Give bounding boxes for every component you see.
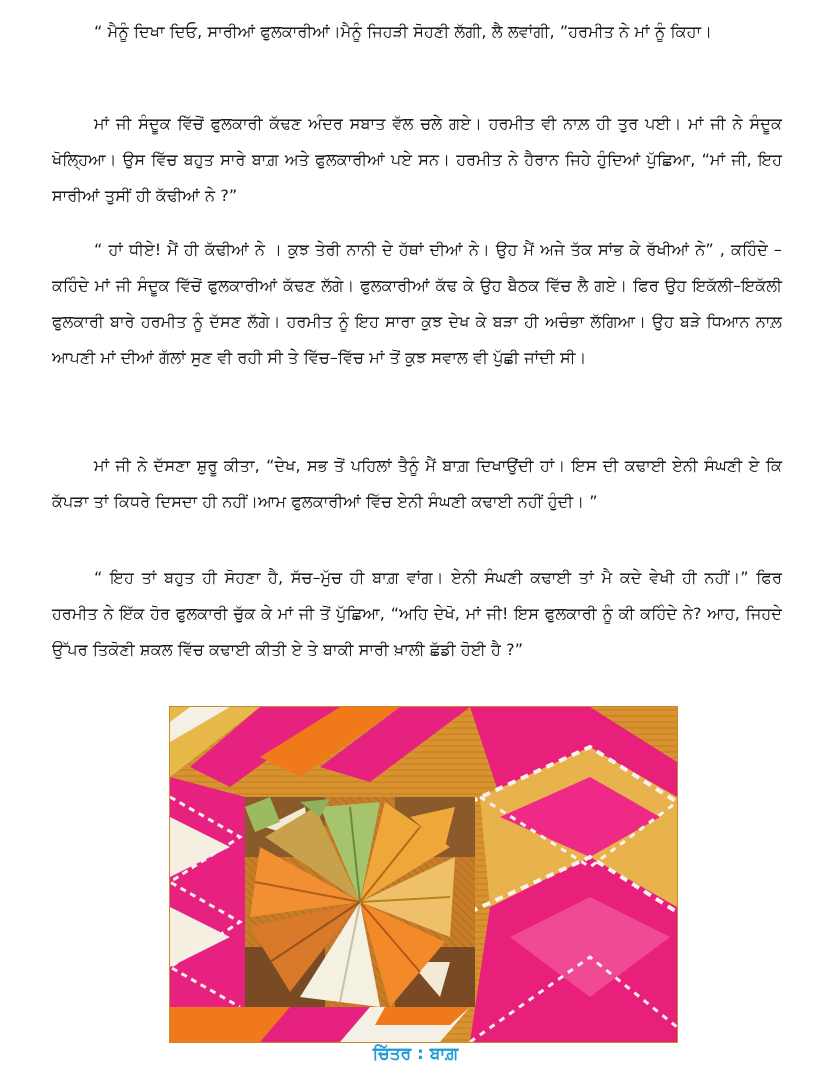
- phulkari-bagh-photo: [169, 706, 678, 1043]
- embroidery-illustration: [170, 707, 677, 1042]
- paragraph-3: [52, 232, 782, 376]
- paragraph-1-text: “ ਮੈਨੂੰ ਦਿਖਾ ਦਿਓ, ਸਾਰੀਆਂ ਫੁਲਕਾਰੀਆਂ।ਮੈਨੂੰ ਜਿਹੜੀ ਸੋਹਣੀ ਲੱਗੀ, ਲੈ ਲਵਾਂਗੀ, ”ਹਰਮੀਤ ਨੇ ਮਾਂ ਨੂੰ ਕਿਹਾ।: [94, 22, 713, 41]
- paragraph-1: [52, 14, 782, 50]
- paragraph-5: [52, 560, 782, 668]
- paragraph-5-text: “ ਇਹ ਤਾਂ ਬਹੁਤ ਹੀ ਸੋਹਣਾ ਹੈ, ਸੱਚ–ਮੁੱਚ ਹੀ ਬਾਗ਼ ਵਾਂਗ। ਏਨੀ ਸੰਘਣੀ ਕਢਾਈ ਤਾਂ ਮੈ ਕਦੇ ਵੇਖੀ ਹੀ ਨਹੀਂ।” ਫਿਰ ਹਰਮੀਤ ਨੇ ਇੱਕ ਹੋਰ ਫੁਲਕਾਰੀ ਚੁੱਕ ਕੇ ਮਾਂ ਜੀ ਤੋਂ ਪੁੱਛਿਆ, “ਅਹਿ ਦੇਖੋ, ਮਾਂ ਜੀ! ਇਸ ਫੁਲਕਾਰੀ ਨੂੰ ਕੀ ਕਹਿੰਦੇ ਨੇ? ਆਹ, ਜਿਹਦੇ ਉੱਪਰ ਤਿਕੋਣੀ ਸ਼ਕਲ ਵਿੱਚ ਕਢਾਈ ਕੀਤੀ ਏ ਤੇ ਬਾਕੀ ਸਾਰੀ ਖ਼ਾਲੀ ਛੱਡੀ ਹੋਈ ਹੈ ?”: [52, 568, 782, 659]
- paragraph-3-text: “ ਹਾਂ ਧੀਏ! ਮੈਂ ਹੀ ਕੱਢੀਆਂ ਨੇ । ਕੁਝ ਤੇਰੀ ਨਾਨੀ ਦੇ ਹੱਥਾਂ ਦੀਆਂ ਨੇ। ਉਹ ਮੈਂ ਅਜੇ ਤੱਕ ਸਾਂਭ ਕੇ ਰੱਖੀਆਂ ਨੇ” , ਕਹਿੰਦੇ – ਕਹਿੰਦੇ ਮਾਂ ਜੀ ਸੰਦੂਕ ਵਿੱਚੋਂ ਫੁਲਕਾਰੀਆਂ ਕੱਢਣ ਲੱਗੇ। ਫੁਲਕਾਰੀਆਂ ਕੱਢ ਕੇ ਉਹ ਬੈਠਕ ਵਿੱਚ ਲੈ ਗਏ। ਫਿਰ ਉਹ ਇਕੱਲੀ–ਇਕੱਲੀ ਫੁਲਕਾਰੀ ਬਾਰੇ ਹਰਮੀਤ ਨੂੰ ਦੱਸਣ ਲੱਗੇ। ਹਰਮੀਤ ਨੂੰ ਇਹ ਸਾਰਾ ਕੁਝ ਦੇਖ ਕੇ ਬੜਾ ਹੀ ਅਚੰਭਾ ਲੱਗਿਆ। ਉਹ ਬੜੇ ਧਿਆਨ ਨਾਲ਼ ਆਪਣੀ ਮਾਂ ਦੀਆਂ ਗੱਲਾਂ ਸੁਣ ਵੀ ਰਹੀ ਸੀ ਤੇ ਵਿੱਚ–ਵਿੱਚ ਮਾਂ ਤੋਂ ਕੁਝ ਸਵਾਲ ਵੀ ਪੁੱਛੀ ਜਾਂਦੀ ਸੀ।: [52, 240, 782, 367]
- paragraph-4: [52, 448, 782, 520]
- paragraph-2-text: ਮਾਂ ਜੀ ਸੰਦੂਕ ਵਿੱਚੋਂ ਫੁਲਕਾਰੀ ਕੱਢਣ ਅੰਦਰ ਸਬਾਤ ਵੱਲ ਚਲੇ ਗਏ। ਹਰਮੀਤ ਵੀ ਨਾਲ਼ ਹੀ ਤੁਰ ਪਈ। ਮਾਂ ਜੀ ਨੇ ਸੰਦੂਕ ਖੋਲ੍ਹਿਆ। ਉਸ ਵਿੱਚ ਬਹੁਤ ਸਾਰੇ ਬਾਗ਼ ਅਤੇ ਫੁਲਕਾਰੀਆਂ ਪਏ ਸਨ। ਹਰਮੀਤ ਨੇ ਹੈਰਾਨ ਜਿਹੇ ਹੁੰਦਿਆਂ ਪੁੱਛਿਆ, “ਮਾਂ ਜੀ, ਇਹ ਸਾਰੀਆਂ ਤੁਸੀਂ ਹੀ ਕੱਢੀਆਂ ਨੇ ?”: [52, 114, 782, 205]
- paragraph-2: [52, 106, 782, 214]
- paragraph-4-text: ਮਾਂ ਜੀ ਨੇ ਦੱਸਣਾ ਸ਼ੁਰੂ ਕੀਤਾ, “ਦੇਖ, ਸਭ ਤੋਂ ਪਹਿਲਾਂ ਤੈਨੂੰ ਮੈਂ ਬਾਗ਼ ਦਿਖਾਉਂਦੀ ਹਾਂ। ਇਸ ਦੀ ਕਢਾਈ ਏਨੀ ਸੰਘਣੀ ਏ ਕਿ ਕੱਪੜਾ ਤਾਂ ਕਿਧਰੇ ਦਿਸਦਾ ਹੀ ਨਹੀਂ।ਆਮ ਫੁਲਕਾਰੀਆਂ ਵਿੱਚ ਏਨੀ ਸੰਘਣੀ ਕਢਾਈ ਨਹੀਂ ਹੁੰਦੀ। ”: [52, 456, 782, 511]
- figure-caption: ਚਿੱਤਰ : ਬਾਗ਼: [372, 1044, 459, 1064]
